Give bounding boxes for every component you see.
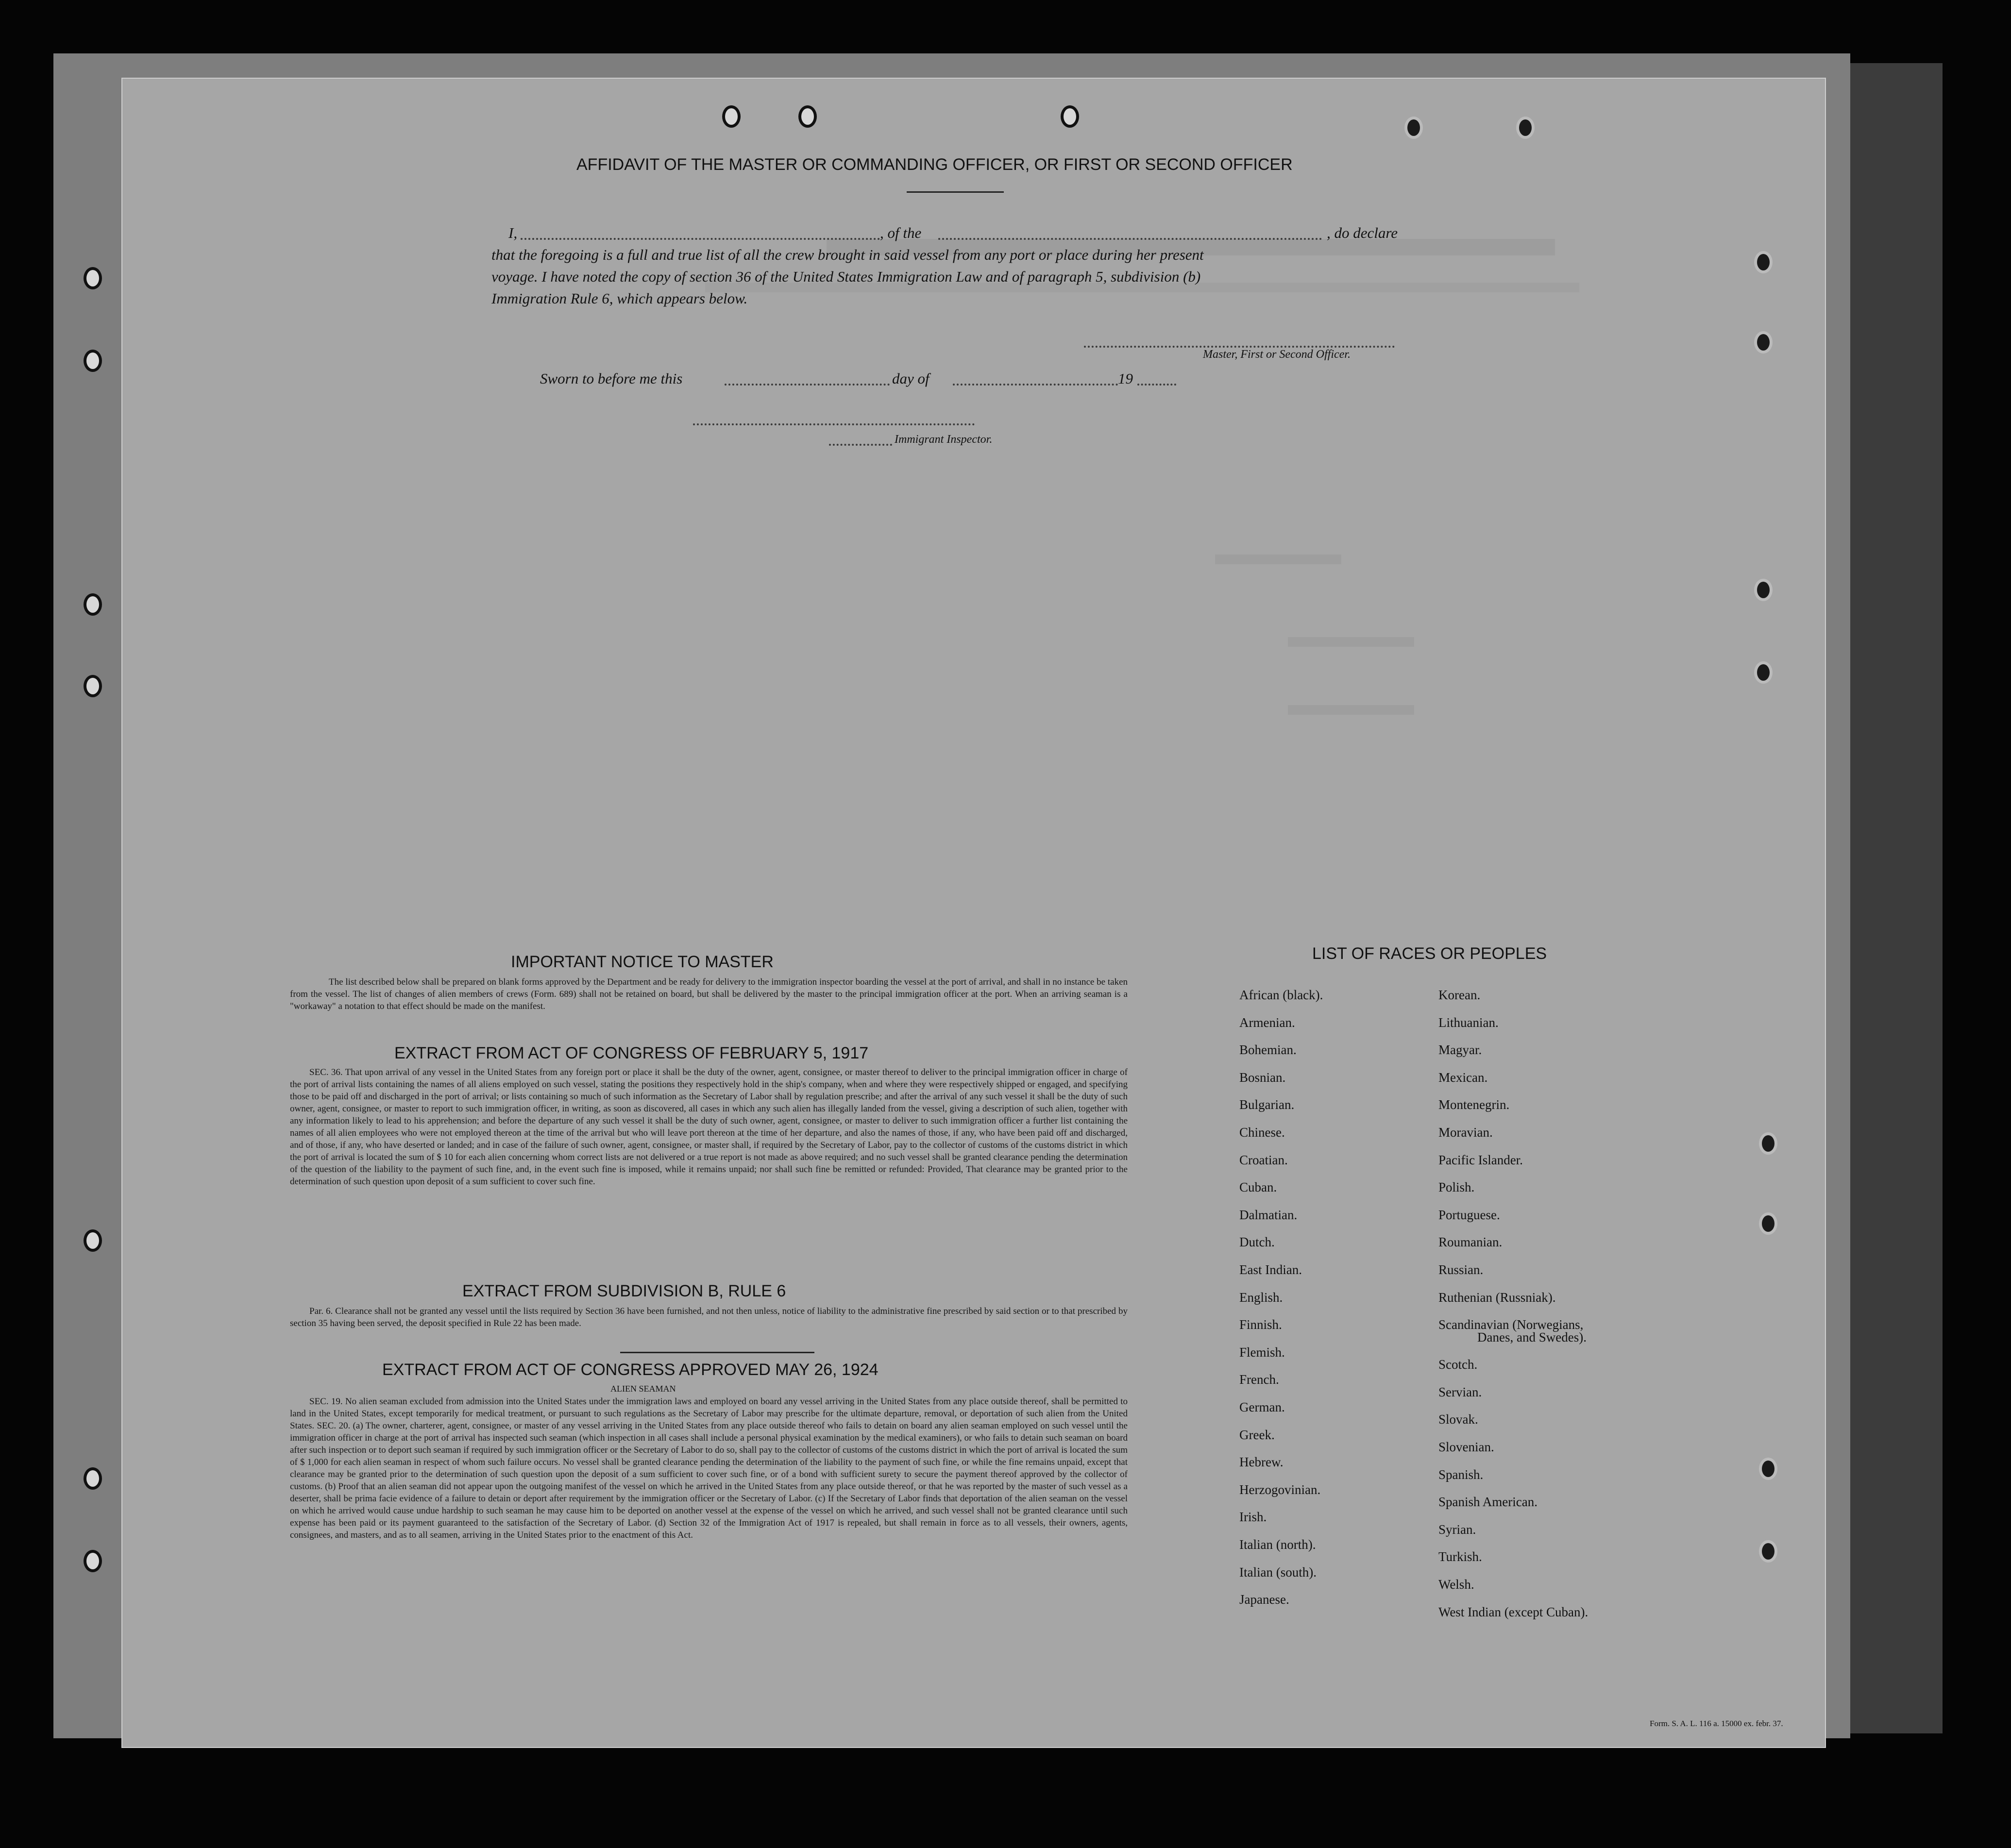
race-item: Polish. (1438, 1180, 1475, 1195)
punch-hole (798, 105, 817, 128)
race-item: Lithuanian. (1438, 1015, 1499, 1030)
race-item: Danes, and Swedes). (1477, 1329, 1587, 1344)
race-item: Herzogovinian. (1239, 1482, 1321, 1497)
race-item: Finnish. (1239, 1317, 1282, 1332)
affidavit-declare-label: , do declare (1327, 224, 1398, 241)
race-item: Dalmatian. (1239, 1207, 1298, 1222)
affidavit-of-the-label: , of the (880, 224, 922, 241)
race-item: Italian (north). (1239, 1537, 1316, 1552)
bleed-through-mark (1215, 554, 1341, 564)
master-signature-blank[interactable] (1084, 346, 1395, 348)
punch-hole (1754, 251, 1773, 273)
name-blank[interactable] (521, 238, 880, 240)
race-item: Bulgarian. (1239, 1097, 1295, 1112)
race-item: Spanish American. (1438, 1495, 1538, 1510)
notice-title: IMPORTANT NOTICE TO MASTER (511, 953, 774, 971)
race-item: Montenegrin. (1438, 1097, 1510, 1112)
race-item: Welsh. (1438, 1577, 1474, 1592)
race-item: Slovak. (1438, 1412, 1478, 1427)
race-item: Italian (south). (1239, 1564, 1317, 1579)
affidavit-line2: that the foregoing is a full and true list of all the crew brought in said vessel from any port or place during her present (491, 246, 1204, 263)
race-item: Japanese. (1239, 1592, 1289, 1607)
race-item: Portuguese. (1438, 1207, 1500, 1222)
race-item: French. (1239, 1372, 1279, 1387)
punch-hole (84, 1467, 102, 1490)
race-item: Cuban. (1239, 1180, 1277, 1195)
punch-hole (84, 1550, 102, 1572)
race-item: East Indian. (1239, 1262, 1302, 1277)
punch-hole (722, 105, 741, 128)
affidavit-line3: voyage. I have noted the copy of section 36 of the United States Immigration Law and of paragraph 5, subdivision (b) (491, 268, 1201, 285)
punch-hole (84, 675, 102, 697)
race-item: Russian. (1438, 1262, 1484, 1277)
inspector-signature-blank[interactable] (693, 423, 975, 425)
document-page (121, 78, 1826, 1748)
punch-hole (84, 267, 102, 289)
race-item: German. (1239, 1400, 1285, 1414)
extract-1924-title: EXTRACT FROM ACT OF CONGRESS APPROVED MAY 26, 1924 (382, 1361, 879, 1379)
race-item: Hebrew. (1239, 1455, 1284, 1470)
sworn-month-blank[interactable] (953, 384, 1118, 386)
extract-1924-subtitle: ALIEN SEAMAN (610, 1384, 676, 1394)
extract-1917-title: EXTRACT FROM ACT OF CONGRESS OF FEBRUARY 5, 1917 (394, 1044, 869, 1062)
punch-hole (1754, 661, 1773, 684)
race-item: Magyar. (1438, 1042, 1482, 1058)
race-item: Dutch. (1239, 1235, 1275, 1250)
punch-hole (1759, 1458, 1777, 1480)
race-item: Bosnian. (1239, 1070, 1286, 1085)
year-label: 19 (1118, 370, 1133, 387)
race-item: Bohemian. (1239, 1042, 1297, 1058)
punch-hole (1404, 117, 1423, 139)
race-item: Turkish. (1438, 1549, 1482, 1564)
rule6-title: EXTRACT FROM SUBDIVISION B, RULE 6 (462, 1282, 786, 1300)
race-item: Irish. (1239, 1510, 1267, 1525)
race-item: Slovenian. (1438, 1440, 1494, 1455)
punch-hole (84, 1229, 102, 1252)
race-item: Mexican. (1438, 1070, 1488, 1085)
punch-hole (1754, 579, 1773, 601)
race-item: Scotch. (1438, 1357, 1478, 1372)
affidavit-title: AFFIDAVIT OF THE MASTER OR COMMANDING OFFICER, OR FIRST OR SECOND OFFICER (576, 155, 1293, 174)
race-item: Armenian. (1239, 1015, 1295, 1030)
race-item: Greek. (1239, 1427, 1275, 1442)
punch-hole (1759, 1540, 1777, 1562)
extract-1917-body: SEC. 36. That upon arrival of any vessel in the United States from any foreign port or place it shall be the duty of the owner, agent, consignee, or master thereof to deliver to the principal immigration officer in charge of the port of arrival lists containing the names of all aliens employed on such vessel, stating the positions they respectively hold in the ship's company, when and where they were respectively shipped or engaged, and specifying those to be paid off and discharged in the port of arrival; or lists containing so much of such information as the Secretary of Labor shall by regulation prescribe; and after the arrival of any such vessel it shall be the duty of such owner, agent, consignee, or master to report to such immigration officer, in writing, as soon as discovered, all cases in which any such alien has illegally landed from the vessel, giving a description of such alien, together with any information likely to lead to his apprehension; and before the departure of any such vessel it shall be the duty of such owner, agent, consignee, or master to deliver to such immigration officer a further list containing the names of all alien employees who were not employed thereon at the time of the arrival but who will leave port thereon at the time of her departure, and also the names of those, if any, who have been paid off and discharged, and of those, if any, who have deserted or landed; and in case of the failure of such owner, agent, consignee, or master shall, if required by the Secretary of Labor, pay to the collector of customs of the customs district in which the port of arrival is located the sum of $ 10 for each alien concerning whom correct lists are not delivered or a true report is not made as above required; and no such vessel shall be granted clearance pending the determination of the question of the liability to the payment of such fine, and, in the event such fine is imposed, while it remains unpaid; nor shall such fine be remitted or refunded: Provided, That clearance may be granted prior to the determination of such question upon deposit of a sum sufficient to cover such fine. (290, 1067, 1128, 1187)
extract-1924-body: SEC. 19. No alien seaman excluded from admission into the United States under the immigration laws and employed on board any vessel arriving in the United States from any place outside thereof, shall be permitted to land in the United States, except temporarily for medical treatment, or pursuant to such regulations as the Secretary of Labor may prescribe for the ultimate departure, removal, or deportation of such alien from the United States. SEC. 20. (a) The owner, charterer, agent, consignee, or master of any vessel arriving in the United States from any place outside thereof who fails to detain on board any alien seaman employed on such vessel until the immigration officer in charge at the port of arrival has inspected such seaman (which inspection in all cases shall include a personal physical examination by the medical examiners), or who fails to detain such seaman on board after such inspection or to deport such seaman if required by such immigration officer or the Secretary of Labor to do so, shall pay to the collector of customs of the customs district in which the port of arrival is located the sum of $ 1,000 for each alien seaman in respect of whom such failure occurs. No vessel shall be granted clearance pending the determination of the liability to the payment of such fine, or while the fine remains unpaid, except that clearance may be granted prior to the determination of such question upon the deposit of a sum sufficient to cover such fine, or of a bond with sufficient surety to secure the payment thereof approved by the collector of customs. (b) Proof that an alien seaman did not appear upon the outgoing manifest of the vessel on which he arrived in the United States from any place outside thereof, or that he was reported by the master of such vessel as a deserter, shall be prima facie evidence of a failure to detain or deport after requirement by the immigration officer or the Secretary of Labor. (c) If the Secretary of Labor finds that deportation of the alien seaman on the vessel on which he arrived would cause undue hardship to such seaman he may cause him to be deported on another vessel at the expense of the vessel on which he arrived, and such vessel shall not be granted clearance until such expense has been paid or its payment guaranteed to the satisfaction of the Secretary of Labor. (d) Section 32 of the Immigration Act of 1917 is repealed, but shall remain in force as to all vessels, their owners, agents, consignees, and masters, and as to all seamen, arriving in the United States prior to the enactment of this Act. (290, 1396, 1128, 1540)
notice-body: The list described below shall be prepared on blank forms approved by the Department and be ready for delivery to the immigration inspector boarding the vessel at the port of arrival, and shall in no instance be taken from the vessel. The list of changes of alien members of crews (Form. 689) shall not be retained on board, but shall be delivered by the master to the principal immigration officer at the port. When an arriving seaman is a "workaway" a notation to that effect should be made on the manifest. (290, 977, 1128, 1011)
race-item: Roumanian. (1438, 1235, 1503, 1250)
affidavit-line4: Immigration Rule 6, which appears below. (491, 290, 748, 307)
bleed-through-mark (1288, 637, 1414, 647)
inspector-label: Immigrant Inspector. (895, 433, 993, 446)
race-item: Servian. (1438, 1384, 1482, 1399)
day-of-label: day of (892, 370, 929, 387)
race-item: West Indian (except Cuban). (1438, 1604, 1589, 1619)
race-item: Croatian. (1239, 1152, 1288, 1167)
punch-hole (1061, 105, 1079, 128)
form-number: Form. S. A. L. 116 a. 15000 ex. febr. 37. (1650, 1719, 1783, 1728)
race-item: African (black). (1239, 988, 1323, 1002)
race-item: Spanish. (1438, 1467, 1484, 1482)
inspector-signature-blank-2[interactable] (829, 444, 892, 446)
race-item: Pacific Islander. (1438, 1152, 1523, 1167)
race-item: Korean. (1438, 988, 1481, 1002)
sworn-year-blank[interactable] (1137, 384, 1176, 386)
race-item: Flemish. (1239, 1344, 1285, 1360)
punch-hole (1759, 1132, 1777, 1155)
bleed-through-mark (1288, 705, 1414, 715)
punch-hole (1754, 331, 1773, 353)
punch-hole (1516, 117, 1535, 139)
race-item: Chinese. (1239, 1125, 1285, 1140)
vessel-blank[interactable] (938, 238, 1322, 240)
sworn-label: Sworn to before me this (540, 370, 683, 387)
races-title: LIST OF RACES OR PEOPLES (1312, 944, 1547, 963)
race-item: Ruthenian (Russniak). (1438, 1290, 1556, 1305)
punch-hole (1759, 1212, 1777, 1235)
punch-hole (84, 593, 102, 616)
punch-hole (84, 350, 102, 372)
title-rule (907, 191, 1004, 193)
sworn-day-blank[interactable] (725, 384, 890, 386)
rule6-body: Par. 6. Clearance shall not be granted any vessel until the lists required by Section 36 have been furnished, and not then unless, notice of liability to the administrative fine prescribed by said section or to that prescribed by section 35 having been served, the deposit specified in Rule 22 has been made. (290, 1306, 1128, 1328)
race-item: Syrian. (1438, 1522, 1476, 1537)
section-rule (620, 1352, 814, 1353)
race-item: Scandinavian (Norwegians, (1438, 1317, 1584, 1332)
affidavit-i-label: I, (508, 224, 518, 241)
master-signature-label: Master, First or Second Officer. (1203, 348, 1351, 361)
race-item: English. (1239, 1290, 1283, 1305)
race-item: Moravian. (1438, 1125, 1493, 1140)
